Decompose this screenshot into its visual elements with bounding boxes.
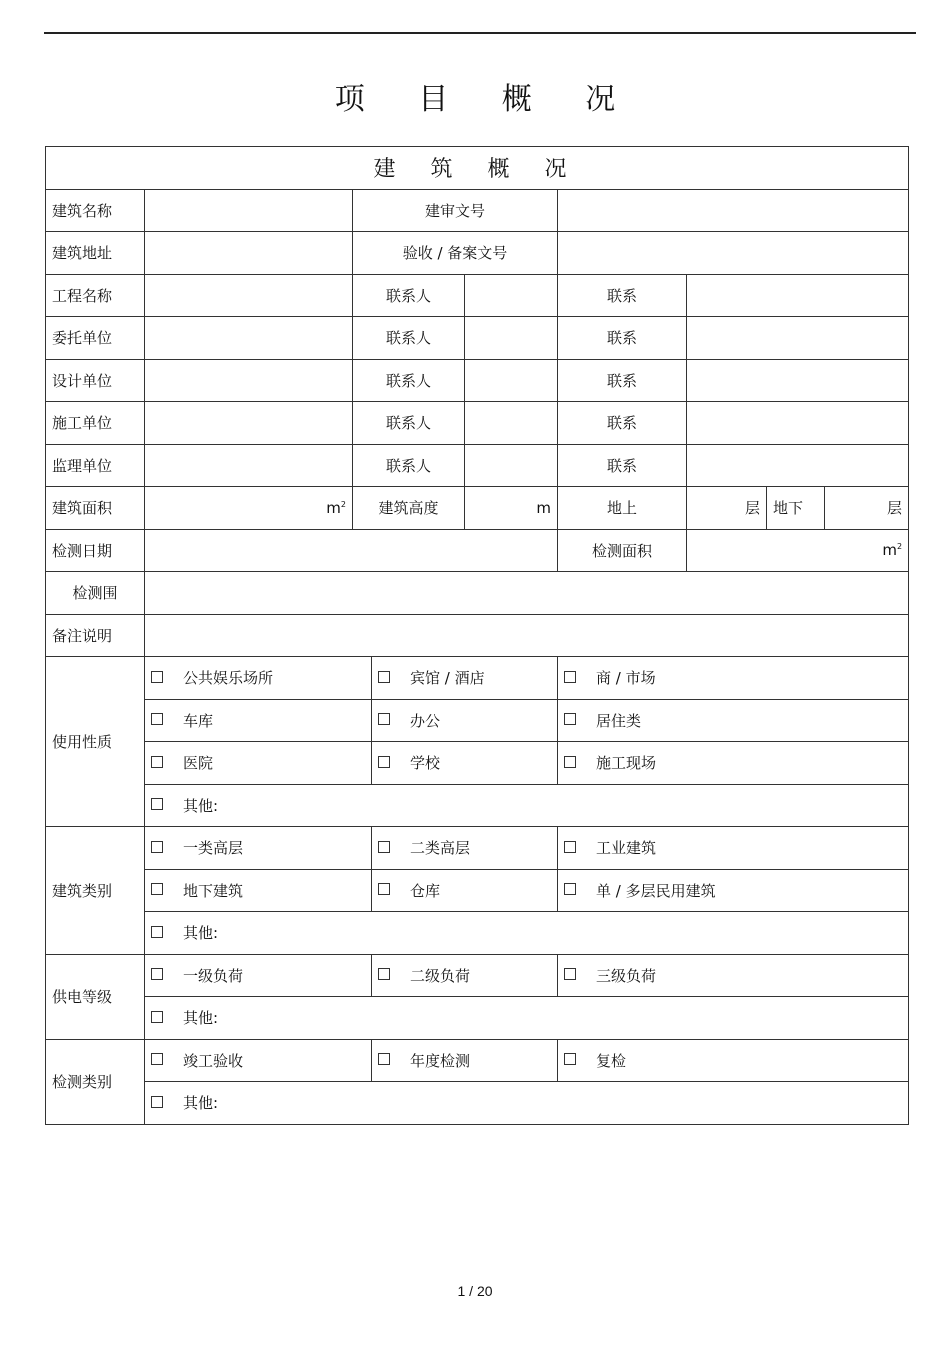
client-unit-label: 委托单位 (46, 317, 145, 360)
supervision-unit-field[interactable] (145, 444, 353, 487)
contact-field[interactable] (687, 444, 909, 487)
checkbox[interactable] (151, 1053, 163, 1065)
checkbox[interactable] (151, 883, 163, 895)
checkbox[interactable] (151, 1011, 163, 1023)
supervision-unit-label: 监理单位 (46, 444, 145, 487)
checkbox[interactable] (151, 756, 163, 768)
checkbox[interactable] (378, 713, 390, 725)
usage-label: 使用性质 (46, 657, 145, 827)
underground-floors-field[interactable] (825, 487, 909, 530)
inspection-date-label: 检测日期 (46, 529, 145, 572)
inspection-area-label: 检测面积 (558, 529, 687, 572)
checkbox[interactable] (151, 713, 163, 725)
category-option[interactable]: 二类高层 (372, 827, 558, 870)
inspection-area-field[interactable] (687, 529, 909, 572)
contact-person-field[interactable] (465, 444, 558, 487)
contact-person-label: 联系人 (353, 444, 465, 487)
checkbox[interactable] (378, 1053, 390, 1065)
checkbox[interactable] (378, 883, 390, 895)
contact-field[interactable] (687, 402, 909, 445)
usage-option[interactable]: 施工现场 (558, 742, 909, 785)
contact-label: 联系 (558, 444, 687, 487)
floor-unit: 层 (887, 499, 903, 518)
type-other-option[interactable]: 其他: (145, 1082, 909, 1125)
acceptance-no-label: 验收 / 备案文号 (353, 232, 558, 275)
usage-option[interactable]: 医院 (145, 742, 372, 785)
sqm-unit: $m^2$ (882, 541, 903, 560)
power-level-label: 供电等级 (46, 954, 145, 1039)
page-number: 1 / 20 (457, 1283, 493, 1299)
above-ground-floors-field[interactable] (687, 487, 767, 530)
contact-label: 联系 (558, 274, 687, 317)
building-name-field[interactable] (145, 189, 353, 232)
page-title: 项 目 概 况 (334, 82, 638, 117)
power-option[interactable]: 二级负荷 (372, 954, 558, 997)
usage-option[interactable]: 商 / 市场 (558, 657, 909, 700)
inspection-type-label: 检测类别 (46, 1039, 145, 1124)
building-address-field[interactable] (145, 232, 353, 275)
checkbox[interactable] (151, 798, 163, 810)
checkbox[interactable] (564, 671, 576, 683)
inspection-date-field[interactable] (145, 529, 558, 572)
construction-unit-field[interactable] (145, 402, 353, 445)
power-other-option[interactable]: 其他: (145, 997, 909, 1040)
contact-person-label: 联系人 (353, 359, 465, 402)
section-title: 建 筑 概 况 (46, 147, 909, 190)
project-name-field[interactable] (145, 274, 353, 317)
underground-label: 地下 (767, 487, 825, 530)
checkbox[interactable] (151, 671, 163, 683)
contact-field[interactable] (687, 317, 909, 360)
contact-person-field[interactable] (465, 274, 558, 317)
building-height-field[interactable] (465, 487, 558, 530)
building-address-label: 建筑地址 (46, 232, 145, 275)
top-rule (44, 32, 916, 34)
contact-field[interactable] (687, 359, 909, 402)
construction-unit-label: 施工单位 (46, 402, 145, 445)
contact-field[interactable] (687, 274, 909, 317)
power-option[interactable]: 一级负荷 (145, 954, 372, 997)
category-option[interactable]: 一类高层 (145, 827, 372, 870)
building-area-label: 建筑面积 (46, 487, 145, 530)
approval-no-label: 建审文号 (353, 189, 558, 232)
inspection-scope-field[interactable] (145, 572, 909, 615)
category-option[interactable]: 单 / 多层民用建筑 (558, 869, 909, 912)
meter-unit: m (536, 498, 551, 517)
contact-person-label: 联系人 (353, 274, 465, 317)
checkbox[interactable] (564, 1053, 576, 1065)
acceptance-no-field[interactable] (558, 232, 909, 275)
checkbox[interactable] (378, 671, 390, 683)
client-unit-field[interactable] (145, 317, 353, 360)
inspection-scope-label: 检测围 (46, 572, 145, 615)
checkbox[interactable] (378, 756, 390, 768)
usage-option[interactable]: 学校 (372, 742, 558, 785)
checkbox[interactable] (378, 968, 390, 980)
usage-option[interactable]: 居住类 (558, 699, 909, 742)
type-option[interactable]: 竣工验收 (145, 1039, 372, 1082)
usage-option[interactable]: 公共娱乐场所 (145, 657, 372, 700)
sqm-unit: $m^2$ (326, 498, 346, 517)
usage-option[interactable]: 车库 (145, 699, 372, 742)
category-option[interactable]: 地下建筑 (145, 869, 372, 912)
contact-label: 联系 (558, 317, 687, 360)
category-option[interactable]: 工业建筑 (558, 827, 909, 870)
usage-other-option[interactable]: 其他: (145, 784, 909, 827)
checkbox[interactable] (378, 841, 390, 853)
checkbox[interactable] (151, 968, 163, 980)
power-option[interactable]: 三级负荷 (558, 954, 909, 997)
type-option[interactable]: 复检 (558, 1039, 909, 1082)
contact-person-field[interactable] (465, 359, 558, 402)
building-area-field[interactable] (145, 487, 353, 530)
building-category-label: 建筑类别 (46, 827, 145, 955)
building-name-label: 建筑名称 (46, 189, 145, 232)
approval-no-field[interactable] (558, 189, 909, 232)
checkbox[interactable] (564, 713, 576, 725)
above-ground-label: 地上 (558, 487, 687, 530)
usage-option[interactable]: 办公 (372, 699, 558, 742)
category-option[interactable]: 仓库 (372, 869, 558, 912)
design-unit-field[interactable] (145, 359, 353, 402)
checkbox[interactable] (564, 756, 576, 768)
contact-person-label: 联系人 (353, 402, 465, 445)
contact-person-field[interactable] (465, 402, 558, 445)
category-other-option[interactable]: 其他: (145, 912, 909, 955)
checkbox[interactable] (564, 841, 576, 853)
project-name-label: 工程名称 (46, 274, 145, 317)
usage-option[interactable]: 宾馆 / 酒店 (372, 657, 558, 700)
contact-person-label: 联系人 (353, 317, 465, 360)
contact-label: 联系 (558, 359, 687, 402)
remarks-field[interactable] (145, 614, 909, 657)
contact-label: 联系 (558, 402, 687, 445)
checkbox[interactable] (151, 926, 163, 938)
checkbox[interactable] (151, 1096, 163, 1108)
building-overview-table (45, 146, 909, 1125)
checkbox[interactable] (564, 968, 576, 980)
building-height-label: 建筑高度 (353, 487, 465, 530)
checkbox[interactable] (564, 883, 576, 895)
checkbox[interactable] (151, 841, 163, 853)
contact-person-field[interactable] (465, 317, 558, 360)
remarks-label: 备注说明 (46, 614, 145, 657)
floor-unit: 层 (744, 499, 760, 518)
design-unit-label: 设计单位 (46, 359, 145, 402)
type-option[interactable]: 年度检测 (372, 1039, 558, 1082)
